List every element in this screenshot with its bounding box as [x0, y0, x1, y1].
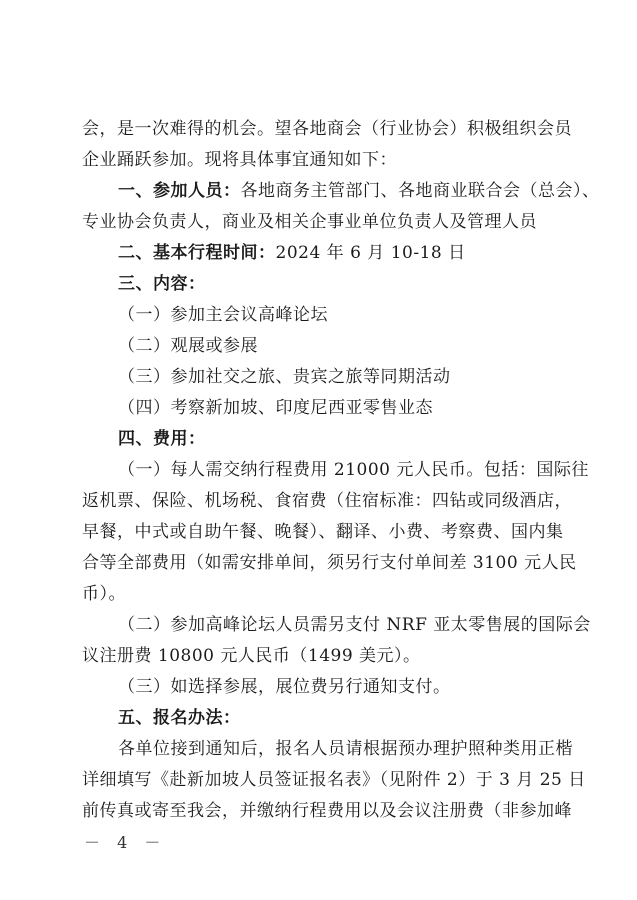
text-line: 各单位接到通知后，报名人员请根据预办理护照种类用正楷	[118, 739, 573, 759]
text-line: 前传真或寄至我会，并缴纳行程费用以及会议注册费（非参加峰	[82, 801, 572, 821]
text-line: 会，是一次难得的机会。望各地商会（行业协会）积极组织会员	[82, 119, 572, 139]
text-line: 详细填写《赴新加坡人员签证报名表》（见附件 2）于 3 月 25 日	[82, 770, 586, 790]
text-line: 议注册费 10800 元人民币（1499 美元）。	[82, 646, 421, 666]
text-line: （三）如选择参展，展位费另行通知支付。	[118, 677, 451, 697]
list-item: （四）考察新加坡、印度尼西亚零售业态	[118, 398, 433, 418]
text-line: 专业协会负责人，商业及相关企事业单位负责人及管理人员	[82, 212, 537, 232]
section-heading: 五、报名办法：	[118, 708, 241, 728]
text-line: （一）每人需交纳行程费用 21000 元人民币。包括：国际往	[118, 460, 589, 480]
text-line: 返机票、保险、机场税、食宿费（住宿标准：四钻或同级酒店，	[82, 491, 572, 511]
text-line: （二）参加高峰论坛人员需另支付 NRF 亚太零售展的国际会	[118, 615, 591, 635]
page-number: － 4 －	[84, 833, 167, 852]
section-heading: 二、基本行程时间：	[118, 243, 276, 263]
section-heading: 一、参加人员：	[118, 181, 241, 201]
text-line: 早餐，中式或自助午餐、晚餐）、翻译、小费、考察费、国内集	[82, 522, 564, 542]
text-line: 合等全部费用（如需安排单间，须另行支付单间差 3100 元人民	[82, 553, 577, 573]
section-heading-line	[118, 427, 637, 451]
list-item: （一）参加主会议高峰论坛	[118, 305, 328, 325]
section-heading-line	[118, 272, 637, 296]
section-heading: 三、内容：	[118, 274, 206, 294]
section-heading-line	[118, 706, 637, 730]
section-heading-line: 一、参加人员：各地商务主管部门、各地商业联合会（总会）、	[118, 181, 600, 201]
section-heading: 四、费用：	[118, 429, 206, 449]
text-line: 企业踊跃参加。现将具体事宜通知如下：	[82, 150, 397, 170]
list-item: （三）参加社交之旅、贵宾之旅等同期活动	[118, 367, 451, 387]
list-item: （二）观展或参展	[118, 336, 258, 356]
section-heading-line: 二、基本行程时间：2024 年 6 月 10-18 日	[118, 243, 466, 263]
text-line: 币）。	[82, 584, 126, 604]
